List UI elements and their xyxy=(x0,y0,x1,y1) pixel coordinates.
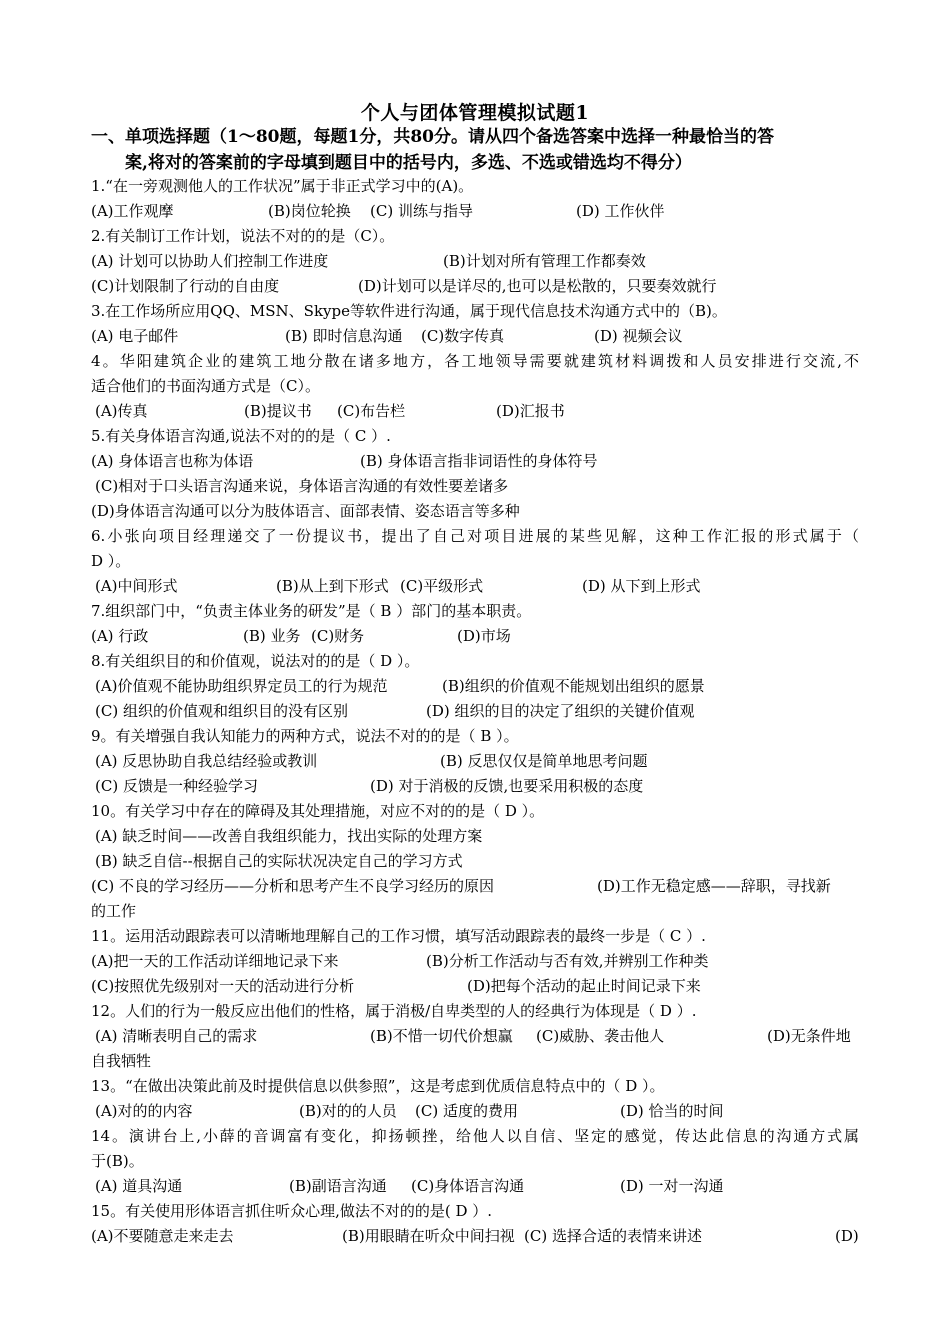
question-4-option-d: (D)汇报书 xyxy=(496,402,565,420)
question-11-option-b: (B)分析工作活动与否有效,并辨别工作种类 xyxy=(426,952,709,970)
question-9-option-b: (B) 反思仅仅是简单地思考问题 xyxy=(440,752,648,770)
section-heading xyxy=(91,124,871,176)
question-5-stem: 5.有关身体语言沟通,说法不对的的是（ C ）. xyxy=(91,427,391,445)
question-8-option-d: (D) 组织的目的决定了组织的关键价值观 xyxy=(426,702,695,720)
question-1-option-d: (D) 工作伙伴 xyxy=(576,202,665,220)
question-11-option-c: (C)按照优先级别对一天的活动进行分析 xyxy=(91,977,355,995)
question-4-option-c: (C)布告栏 xyxy=(337,402,406,420)
question-12-option-c: (C)威胁、袭击他人 xyxy=(536,1027,665,1045)
question-14-option-a: (A) 道具沟通 xyxy=(95,1177,183,1195)
question-2-option-d: (D)计划可以是详尽的,也可以是松散的，只要奏效就行 xyxy=(358,277,717,295)
question-3-option-c: (C)数字传真 xyxy=(421,327,505,345)
question-6-option-d: (D) 从下到上形式 xyxy=(582,577,701,595)
question-4-option-a: (A)传真 xyxy=(95,402,148,420)
question-6-option-a: (A)中间形式 xyxy=(95,577,178,595)
question-5-option-a: (A) 身体语言也称为体语 xyxy=(91,452,254,470)
question-11-stem: 11。运用活动跟踪表可以清晰地理解自己的工作习惯，填写活动跟踪表的最终一步是（ C ）. xyxy=(91,927,706,945)
question-10-option-d: (D)工作无稳定感——辞职，寻找新 xyxy=(597,877,831,895)
question-10-option-c: (C) 不良的学习经历——分析和思考产生不良学习经历的原因 xyxy=(91,877,494,895)
question-1-option-b: (B)岗位轮换 xyxy=(268,202,351,220)
question-12-option-b: (B)不惜一切代价想赢 xyxy=(370,1027,513,1045)
question-10-stem: 10。有关学习中存在的障碍及其处理措施，对应不对的的是（ D ）。 xyxy=(91,802,545,820)
section-heading-line-1: 一、单项选择题（1～80题，每题1分，共80分。请从四个备选答案中选择一种最恰当的答 xyxy=(91,127,774,147)
question-3-option-d: (D) 视频会议 xyxy=(594,327,683,345)
question-6-stem-line-2: D ）。 xyxy=(91,552,131,570)
question-9-stem: 9。有关增强自我认知能力的两种方式，说法不对的的是（ B ）。 xyxy=(91,727,519,745)
question-12-option-d: (D)无条件地 xyxy=(767,1027,851,1045)
question-9-option-a: (A) 反思协助自我总结经验或教训 xyxy=(95,752,318,770)
question-6-option-b: (B)从上到下形式 xyxy=(276,577,389,595)
question-11-option-d: (D)把每个活动的起止时间记录下来 xyxy=(467,977,701,995)
question-5-option-c: (C)相对于口头语言沟通来说，身体语言沟通的有效性要差诸多 xyxy=(95,477,509,495)
question-11-option-a: (A)把一天的工作活动详细地记录下来 xyxy=(91,952,339,970)
question-6-stem-line-1: 6.小张向项目经理递交了一份提议书，提出了自己对项目进展的某些见解，这种工作汇报的形式属于（ xyxy=(91,527,859,545)
question-2-option-c: (C)计划限制了行动的自由度 xyxy=(91,277,280,295)
question-8-option-a: (A)价值观不能协助组织界定员工的行为规范 xyxy=(95,677,388,695)
question-13-stem: 13。“在做出决策此前及时提供信息以供参照”，这是考虑到优质信息特点中的（ D ）。 xyxy=(91,1077,665,1095)
question-14-stem-line-1: 14。演讲台上,小薛的音调富有变化，抑扬顿挫，给他人以自信、坚定的感觉，传达此信息的沟通方式属 xyxy=(91,1127,859,1145)
question-1-option-c: (C) 训练与指导 xyxy=(370,202,473,220)
question-15-stem: 15。有关使用形体语言抓住听众心理,做法不对的的是( D ）. xyxy=(91,1202,493,1220)
question-3-option-b: (B) 即时信息沟通 xyxy=(285,327,403,345)
question-12-option-d-continued: 自我牺牲 xyxy=(91,1052,152,1070)
question-4-stem-line-1: 4。华阳建筑企业的建筑工地分散在诸多地方，各工地领导需要就建筑材料调拨和人员安排进行交流,不 xyxy=(91,352,859,370)
question-3-stem: 3.在工作场所应用QQ、MSN、Skype等软件进行沟通，属于现代信息技术沟通方式中的（B)。 xyxy=(91,302,727,320)
question-4-stem-line-2: 适合他们的书面沟通方式是（C）。 xyxy=(91,377,320,395)
question-7-option-b: (B) 业务 xyxy=(243,627,301,645)
section-heading-line-2: 案,将对的答案前的字母填到题目中的括号内，多选、不选或错选均不得分） xyxy=(125,153,692,173)
question-1-stem: 1.“在一旁观测他人的工作状况”属于非正式学习中的(A)。 xyxy=(91,177,474,195)
question-8-option-c: (C) 组织的价值观和组织目的没有区别 xyxy=(95,702,348,720)
question-10-option-b: (B) 缺乏自信--根据自己的实际状况决定自己的学习方式 xyxy=(95,852,463,870)
question-7-option-a: (A) 行政 xyxy=(91,627,149,645)
question-12-option-a: (A) 清晰表明自己的需求 xyxy=(95,1027,258,1045)
question-10-option-a: (A) 缺乏时间——改善自我组织能力，找出实际的处理方案 xyxy=(95,827,483,845)
question-13-option-d: (D) 恰当的时间 xyxy=(620,1102,724,1120)
question-13-option-a: (A)对的的内容 xyxy=(95,1102,193,1120)
question-5-option-b: (B) 身体语言指非词语性的身体符号 xyxy=(360,452,598,470)
question-14-option-b: (B)副语言沟通 xyxy=(289,1177,387,1195)
page-title: 个人与团体管理模拟试题1 xyxy=(360,102,590,124)
question-15-option-b: (B)用眼睛在听众中间扫视 xyxy=(342,1227,515,1245)
question-4-option-b: (B)提议书 xyxy=(244,402,312,420)
question-5-option-d: (D)身体语言沟通可以分为肢体语言、面部表情、姿态语言等多种 xyxy=(91,502,520,520)
question-9-option-c: (C) 反馈是一种经验学习 xyxy=(95,777,258,795)
question-8-stem: 8.有关组织目的和价值观，说法对的的是（ D ）。 xyxy=(91,652,420,670)
question-2-option-a: (A) 计划可以协助人们控制工作进度 xyxy=(91,252,329,270)
question-10-option-d-continued: 的工作 xyxy=(91,902,137,920)
question-13-option-b: (B)对的的人员 xyxy=(299,1102,397,1120)
question-2-option-b: (B)计划对所有管理工作都奏效 xyxy=(443,252,646,270)
question-15-option-c: (C) 选择合适的表情来讲述 xyxy=(524,1227,702,1245)
question-6-option-c: (C)平级形式 xyxy=(400,577,484,595)
question-15-option-a: (A)不要随意走来走去 xyxy=(91,1227,234,1245)
question-14-option-d: (D) 一对一沟通 xyxy=(620,1177,724,1195)
question-1-option-a: (A)工作观摩 xyxy=(91,202,174,220)
question-14-stem-line-2: 于(B)。 xyxy=(91,1152,144,1170)
question-2-stem: 2.有关制订工作计划，说法不对的的是（C）。 xyxy=(91,227,395,245)
question-7-stem: 7.组织部门中，“负责主体业务的研发”是（ B ）部门的基本职责。 xyxy=(91,602,532,620)
question-7-option-d: (D)市场 xyxy=(457,627,511,645)
question-12-stem: 12。人们的行为一般反应出他们的性格，属于消极/自卑类型的人的经典行为体现是（ D ）. xyxy=(91,1002,697,1020)
question-15-option-d: (D) xyxy=(835,1227,859,1245)
question-7-option-c: (C)财务 xyxy=(311,627,365,645)
question-9-option-d: (D) 对于消极的反馈,也要采用积极的态度 xyxy=(370,777,644,795)
question-3-option-a: (A) 电子邮件 xyxy=(91,327,179,345)
question-8-option-b: (B)组织的价值观不能规划出组织的愿景 xyxy=(442,677,705,695)
question-14-option-c: (C)身体语言沟通 xyxy=(411,1177,525,1195)
question-13-option-c: (C) 适度的费用 xyxy=(415,1102,518,1120)
